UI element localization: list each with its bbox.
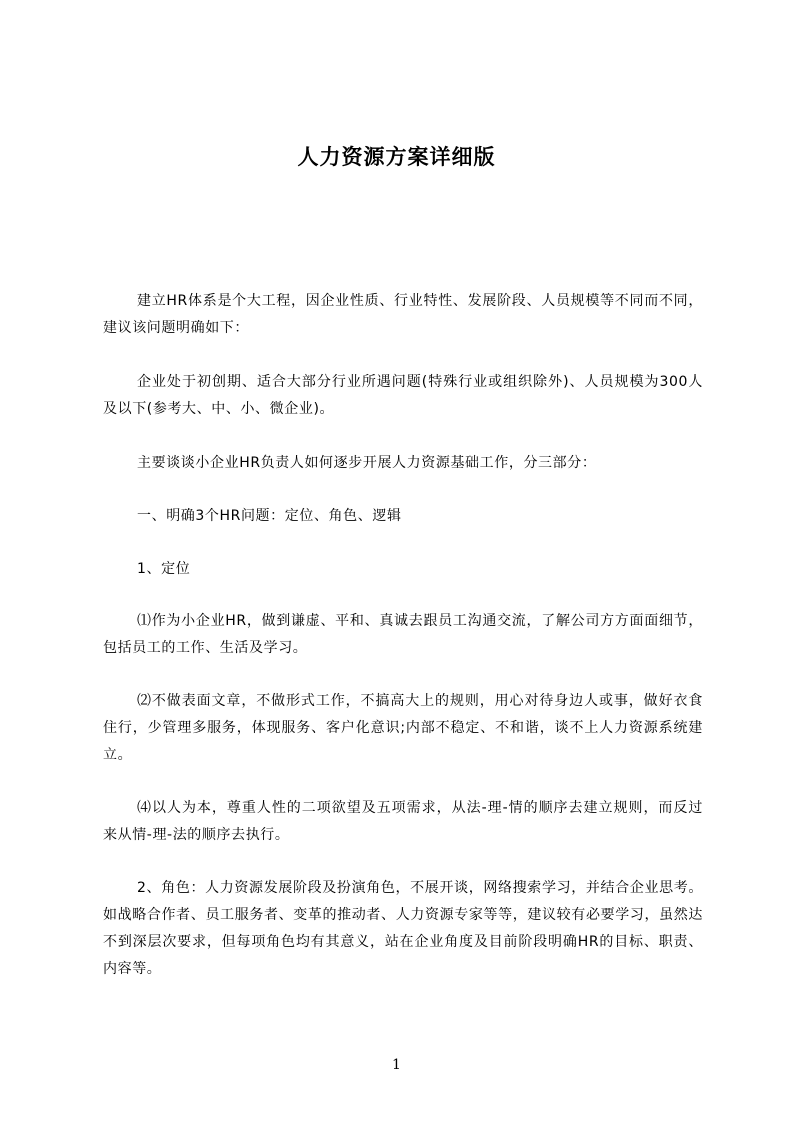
document-title: 人力资源方案详细版 bbox=[297, 145, 496, 169]
paragraph-hr-system-intro: 建立HR体系是个大工程，因企业性质、行业特性、发展阶段、人员规模等不同而不同，建议该问题明确如下： bbox=[103, 293, 703, 336]
page-number: 1 bbox=[392, 1057, 401, 1073]
paragraph-positioning-1: ⑴作为小企业HR，做到谦虚、平和、真诚去跟员工沟通交流，了解公司方方面面细节，包括员工的工作、生活及学习。 bbox=[103, 613, 703, 656]
subsection-heading-positioning: 1、定位 bbox=[137, 561, 191, 577]
paragraph-role: 2、角色：人力资源发展阶段及扮演角色，不展开谈，网络搜索学习，并结合企业思考。如战略合作者、员工服务者、变革的推动者、人力资源专家等等，建议较有必要学习，虽然达不到深层次要求，但每项角色均有其意义，站在企业角度及目前阶段明确HR的目标、职责、内容等。 bbox=[103, 880, 703, 977]
paragraph-positioning-2: ⑵不做表面文章，不做形式工作，不搞高大上的规则，用心对待身边人或事，做好衣食住行，少管理多服务，体现服务、客户化意识;内部不稳定、不和谐，谈不上人力资源系统建立。 bbox=[103, 693, 703, 763]
section-heading-1: 一、明确3个HR问题：定位、角色、逻辑 bbox=[137, 508, 402, 524]
paragraph-company-scope: 企业处于初创期、适合大部分行业所遇问题(特殊行业或组织除外)、人员规模为300人及以下(参考大、中、小、微企业)。 bbox=[103, 374, 703, 417]
paragraph-positioning-4: ⑷以人为本，尊重人性的二项欲望及五项需求，从法-理-情的顺序去建立规则，而反过来从情-理-法的顺序去执行。 bbox=[103, 800, 703, 843]
paragraph-three-parts: 主要谈谈小企业HR负责人如何逐步开展人力资源基础工作，分三部分： bbox=[137, 455, 597, 471]
